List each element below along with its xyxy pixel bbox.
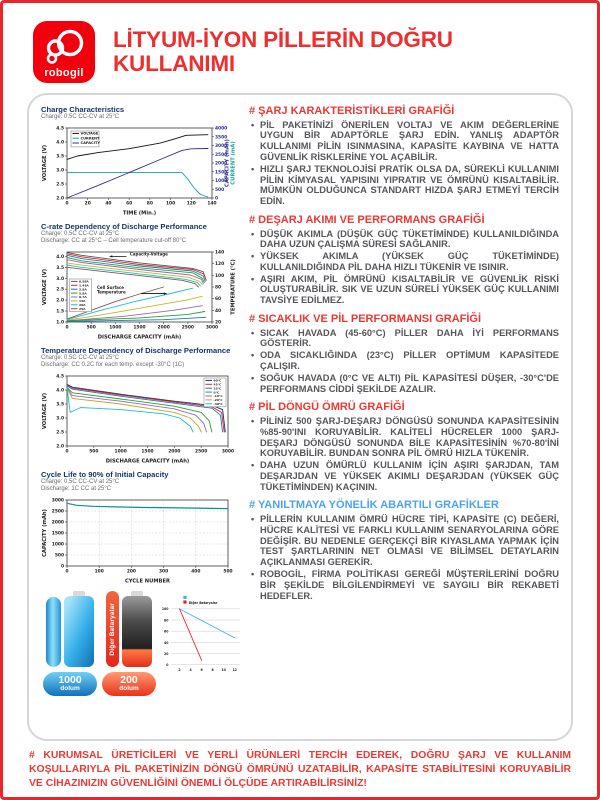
svg-text:40: 40: [105, 201, 112, 207]
svg-text:4: 4: [189, 667, 192, 672]
svg-text:2.0: 2.0: [56, 298, 64, 304]
svg-text:2.9A: 2.9A: [79, 287, 87, 292]
svg-text:3.5: 3.5: [56, 402, 64, 408]
svg-text:8: 8: [211, 667, 214, 672]
section-heading: # SICAKLIK VE PİL PERFORMANSI GRAFİĞİ: [249, 313, 482, 325]
svg-text:VOLTAGE (V): VOLTAGE (V): [42, 268, 48, 305]
svg-text:80: 80: [215, 285, 222, 291]
svg-text:100: 100: [161, 607, 169, 612]
footer-note: # KURUMSAL ÜRETİCİLERİ VE YERLİ ÜRÜNLERİ TERCİH EDEREK, DOĞRU ŞARJ VE KULLANIM KOŞULLARIYLA PİL PAKETİNİZİN DÖNGÜ ÖMRÜNÜ UZATABİLİR, KAPASİTE STABİLİTESİNİ KORUYABİLİR VE CİHAZINIZIN GÜVENLİĞİNİ ÖNEMLİ ÖLÇÜDE ARTIRABİLİRSİNİZ!: [29, 750, 571, 790]
svg-text:2000: 2000: [168, 449, 181, 455]
svg-text:3000: 3000: [205, 325, 219, 331]
chart-subtitle: Discharge: CC at 25°C – Cell temperature cut-off 80°C: [41, 238, 187, 245]
svg-text:40: 40: [215, 308, 222, 314]
bullet: • AŞIRI AKIM, PİL ÖMRÜNÜ KISALTABİLİR VE GÜVENLİK RİSKİ OLUŞTURABİLİR. SIK VE UZUN SÜRELİ YÜKSEK GÜÇ KULLANIMI TAVSİYE EDİLMEZ.: [249, 274, 559, 306]
crate-discharge-chart: [41, 247, 237, 341]
svg-text:1000: 1000: [114, 449, 127, 455]
robogil-logo-icon: [39, 27, 89, 67]
section-abartili-grafikler: [249, 499, 559, 601]
chart-title: Charge Characteristics: [41, 105, 125, 114]
svg-text:60°C: 60°C: [213, 378, 222, 383]
svg-text:500: 500: [223, 569, 233, 575]
svg-text:Temperature: Temperature: [96, 289, 126, 295]
svg-text:3.0: 3.0: [56, 276, 64, 282]
svg-text:Capacity-Voltage: Capacity-Voltage: [129, 251, 168, 256]
bullet: • DÜŞÜK AKIMLA (DÜŞÜK GÜÇ TÜKETİMİNDE) KULLANILDIĞINDA DAHA UZUN ÇALIŞMA SÜRESİ SAĞLANIR.: [249, 229, 559, 251]
svg-text:100: 100: [215, 273, 225, 279]
svg-text:6: 6: [200, 667, 203, 672]
svg-text:4.0: 4.0: [56, 140, 64, 146]
svg-text:1000: 1000: [51, 542, 64, 548]
svg-text:1.0: 1.0: [56, 320, 64, 326]
section-dongu-omru: [249, 401, 559, 492]
svg-text:60: 60: [126, 201, 133, 207]
badge-200-dolum: 200 dolum: [102, 672, 156, 696]
svg-text:0°C: 0°C: [213, 390, 220, 395]
svg-text:TIME (Min.): TIME (Min.): [122, 210, 157, 217]
svg-text:TEMPERATURE (°C): TEMPERATURE (°C): [230, 259, 237, 315]
cycle-life-chart: [41, 495, 237, 585]
other-batteries-bar: Diğer Bataryalar: [106, 591, 119, 667]
svg-text:Diğer Bataryalar: Diğer Bataryalar: [188, 600, 218, 605]
svg-text:500: 500: [89, 449, 99, 455]
svg-text:40: 40: [164, 640, 169, 645]
charge-characteristics-figure: [37, 105, 243, 217]
svg-text:-10°C: -10°C: [213, 394, 223, 399]
battery-full-blue: [64, 591, 94, 667]
bullet: • ROBOGİL, FİRMA POLİTİKASI GEREĞİ MÜŞTERİLERİNİ DOĞRU BİR ŞEKİLDE BİLGİLENDİRMEYİ VE SAYGILI BİR REKABETİ HEDEFLER.: [249, 569, 559, 601]
svg-text:120: 120: [215, 261, 225, 267]
bullet: • PİL PAKETİNİZİ ÖNERİLEN VOLTAJ VE AKIM DEĞERLERİNE UYGUN BİR ADAPTÖRLE ŞARJ EDİN. YANLIŞ ADAPTÖR KULLANIMI PİLİN ISINMASINA, KAPASİTE KAYBINA VE HATTA GÜVENLİK RİSKLERİNE YOL AÇABİLİR.: [249, 120, 559, 163]
bullet: • HIZLI ŞARJ TEKNOLOJİSİ PRATİK OLSA DA, SÜREKLİ KULLANIMI PİLİN KİMYASAL YAPISINI YIPRATIR VE ÖMRÜNÜ KISALTABİLİR. MÜMKÜN OLDUĞUNCA STANDART HIZDA ŞARJ ETMEYİ TERCİH EDİN.: [249, 164, 559, 207]
svg-text:2500: 2500: [181, 325, 194, 331]
section-desarj-akimi: [249, 214, 559, 306]
svg-text:2.5: 2.5: [56, 182, 64, 188]
chart-title: Cycle Life to 90% of Initial Capacity: [41, 469, 169, 479]
battery-body: [122, 596, 152, 667]
svg-text:1000: 1000: [109, 325, 122, 331]
svg-text:80: 80: [146, 201, 153, 207]
charge-characteristics-chart: [41, 123, 237, 217]
svg-text:0: 0: [215, 196, 219, 202]
svg-text:3.5: 3.5: [56, 265, 64, 271]
svg-text:20: 20: [84, 201, 91, 207]
chart-subtitle: Discharge: 1C CC at 25°C: [41, 486, 112, 493]
svg-text:20A: 20A: [79, 302, 86, 307]
svg-text:CYCLE NUMBER: CYCLE NUMBER: [124, 578, 171, 585]
chart-subtitle: Charge: 0.5C CC-CV at 25°C: [41, 478, 120, 485]
svg-text:VOLTAGE: VOLTAGE: [80, 131, 99, 136]
battery-comparison: [43, 591, 243, 696]
chart-subtitle: Charge: 0.5C CC-CV at 25°C: [41, 354, 120, 361]
svg-text:3.0: 3.0: [56, 168, 64, 174]
text-column: [249, 105, 563, 733]
svg-text:140: 140: [215, 250, 225, 256]
svg-text:12: 12: [232, 667, 237, 672]
section-sicaklik-performans: [249, 313, 559, 394]
svg-text:4000: 4000: [215, 126, 228, 132]
svg-text:3000: 3000: [221, 449, 235, 455]
svg-text:1500: 1500: [215, 169, 228, 175]
svg-text:VOLTAGE (V): VOLTAGE (V): [42, 144, 48, 181]
svg-text:1000: 1000: [215, 178, 228, 184]
svg-text:0: 0: [65, 325, 69, 331]
battery-body: [64, 596, 94, 667]
svg-text:VOLTAGE (V): VOLTAGE (V): [42, 392, 48, 429]
svg-text:CAPACITY (mAh): CAPACITY (mAh): [42, 509, 48, 557]
svg-text:1500: 1500: [51, 531, 64, 537]
bullet: • YÜKSEK AKIMLA (YÜKSEK GÜÇ TÜKETİMİNDE) KULLANILDIĞINDA PİL DAHA HIZLI TÜKENİR VE ISINIR.: [249, 251, 559, 273]
svg-text:DISCHARGE CAPACITY (mAh): DISCHARGE CAPACITY (mAh): [97, 334, 182, 341]
battery-capsule-blue: [46, 597, 61, 667]
svg-text:1.5: 1.5: [56, 309, 64, 315]
chart-subtitle: Charge: 0.5C CC-CV at 25°C: [41, 230, 120, 237]
svg-text:8.7A: 8.7A: [79, 294, 87, 299]
svg-text:60: 60: [215, 296, 222, 302]
svg-text:400: 400: [191, 569, 201, 575]
svg-text:300: 300: [159, 569, 169, 575]
svg-text:20: 20: [164, 651, 169, 656]
svg-text:0: 0: [65, 569, 69, 575]
svg-text:2500: 2500: [215, 152, 228, 158]
svg-text:3.0: 3.0: [56, 416, 64, 422]
svg-text:4.0: 4.0: [56, 388, 64, 394]
svg-text:3500: 3500: [215, 134, 228, 140]
svg-text:2000: 2000: [51, 520, 64, 526]
svg-text:80: 80: [164, 618, 169, 623]
svg-text:10: 10: [221, 667, 226, 672]
svg-text:140: 140: [207, 201, 217, 207]
svg-text:20: 20: [215, 320, 222, 326]
chart-subtitle: Discharge: CC 0.2C for each temp. except -30°C (1C): [41, 362, 185, 369]
bullet: • DAHA UZUN ÖMÜRLÜ KULLANIM İÇİN AŞIRI ŞARJDAN, TAM DEŞARJDAN VE YÜKSEK AKIMLI DEŞARJDAN (YÜKSEK GÜÇ TÜKETİMİNDEN) KAÇININ.: [249, 460, 559, 492]
svg-text:CAPACITY (mAh): CAPACITY (mAh): [224, 138, 231, 187]
page-title: LİTYUM-İYON PİLLERİN DOĞRU KULLANIMI: [113, 26, 453, 76]
battery-low-dark: [122, 591, 152, 667]
svg-text:CURRENT: CURRENT: [80, 136, 100, 141]
svg-text:100: 100: [94, 569, 104, 575]
svg-text:0: 0: [65, 449, 69, 455]
svg-text:4.0: 4.0: [56, 254, 64, 260]
crate-discharge-figure: [37, 222, 243, 341]
svg-text:200: 200: [126, 569, 136, 575]
svg-text:2000: 2000: [157, 325, 170, 331]
svg-text:500: 500: [86, 325, 96, 331]
svg-text:2.5: 2.5: [56, 430, 64, 436]
svg-text:3000: 3000: [215, 143, 228, 149]
svg-text:DISCHARGE CAPACITY (mAh): DISCHARGE CAPACITY (mAh): [105, 458, 190, 465]
cycle-life-figure: [37, 470, 243, 585]
bullet: • SOĞUK HAVADA (0°C VE ALTI) PİL KAPASİTESİ DÜŞER, -30°C'DE PERFORMANS CİDDİ ŞEKİLDE AZALIR.: [249, 373, 559, 395]
section-heading: # ŞARJ KARAKTERİSTİKLERİ GRAFİĞİ: [249, 105, 455, 117]
svg-text:1500: 1500: [133, 325, 146, 331]
svg-text:-20°C: -20°C: [213, 397, 223, 402]
svg-text:2000: 2000: [215, 161, 228, 167]
svg-text:120: 120: [186, 201, 196, 207]
svg-text:-30°C: -30°C: [213, 401, 223, 406]
svg-text:25A: 25A: [79, 306, 86, 311]
svg-text:100: 100: [165, 201, 176, 207]
svg-text:2500: 2500: [195, 449, 208, 455]
svg-text:CAPACITY: CAPACITY: [80, 140, 101, 145]
chart-subtitle: Charge: 0.5C CC-CV at 25°C: [41, 114, 120, 121]
svg-text:500: 500: [215, 187, 225, 193]
svg-text:5.8A: 5.8A: [79, 291, 87, 296]
svg-text:2.5: 2.5: [56, 287, 64, 293]
bullet: • PİLLERİN KULLANIM ÖMRÜ HÜCRE TİPİ, KAPASİTE (C) DEĞERİ, HÜCRE KALİTESİ VE FARKLI KULLANIM SENARYOLARINA GÖRE DEĞİŞİR. BU NEDENLE GERÇEKÇİ BİR KIYASLAMA YAPMAK İÇİN TEST ŞARTLARININ NET OLMASI VE BİLİMSEL DETAYLARIN AÇIKLANMASI GEREKİR.: [249, 514, 559, 568]
svg-text:1500: 1500: [141, 449, 154, 455]
svg-text:25°C: 25°C: [213, 386, 222, 391]
section-sarj-karakteristikleri: [249, 105, 559, 207]
charts-column: [37, 105, 243, 733]
section-heading: # DEŞARJ AKIMI VE PERFORMANS GRAFİĞİ: [249, 213, 485, 226]
svg-text:15A: 15A: [79, 298, 86, 303]
temperature-discharge-chart: [41, 371, 237, 465]
svg-text:4.5: 4.5: [56, 374, 64, 380]
svg-text:45°C: 45°C: [213, 382, 222, 387]
battery-cycles-mini-chart: [161, 591, 243, 677]
section-heading: # YANILTMAYA YÖNELİK ABARTILI GRAFİKLER: [249, 499, 499, 512]
svg-text:3000: 3000: [51, 498, 64, 504]
svg-text:4.5: 4.5: [56, 126, 64, 132]
bullet: • ODA SICAKLIĞINDA (23°C) PİLLER OPTİMUM KAPASİTEDE ÇALIŞIR.: [249, 350, 559, 372]
bullet: • SICAK HAVADA (45-60°C) PİLLER DAHA İYİ PERFORMANS GÖSTERİR.: [249, 328, 559, 350]
svg-text:Cell Surface: Cell Surface: [96, 284, 124, 290]
svg-text:2.0: 2.0: [56, 196, 64, 202]
chart-title: C-rate Dependency of Discharge Performance: [41, 221, 207, 231]
bullet: • PİLİNİZ 500 ŞARJ-DEŞARJ DÖNGÜSÜ SONUNDA KAPASİTESİNİN %85-90'INI KORUYABİLİR. KALİTELİ HÜCRELER 1000 ŞARJ-DEŞARJ DÖNGÜSÜ SONUNDA BİLE KAPASİTESİNİN %70-80'İNİ KORUYABİLİR. BUNDAN SONRA PİL ÖMRÜ HIZLA TÜKENİR.: [249, 416, 559, 459]
svg-text:1.45A: 1.45A: [79, 283, 89, 288]
badge-1000-dolum: 1000 dolum: [43, 672, 97, 696]
svg-text:0: 0: [60, 564, 64, 570]
svg-text:3.5: 3.5: [56, 154, 64, 160]
logo-text: robogil: [44, 67, 84, 79]
svg-text:0: 0: [166, 663, 169, 668]
svg-text:0: 0: [65, 201, 69, 207]
robogil-battery-group: [43, 591, 97, 696]
svg-text:60: 60: [164, 629, 169, 634]
content-card: [27, 93, 573, 741]
svg-text:CURRENT (mA): CURRENT (mA): [230, 140, 237, 185]
other-battery-group: [102, 591, 156, 696]
svg-text:2: 2: [178, 667, 181, 672]
svg-text:2500: 2500: [51, 509, 64, 515]
robogil-logo: [33, 21, 95, 83]
svg-text:500: 500: [54, 553, 64, 559]
svg-text:0.58A: 0.58A: [79, 279, 89, 284]
header: [33, 21, 597, 83]
section-heading: # PİL DÖNGÜ ÖMRÜ GRAFİĞİ: [249, 401, 405, 414]
temperature-discharge-figure: [37, 346, 243, 465]
chart-title: Temperature Dependency of Discharge Performance: [41, 345, 231, 355]
svg-text:2.0: 2.0: [56, 444, 64, 450]
